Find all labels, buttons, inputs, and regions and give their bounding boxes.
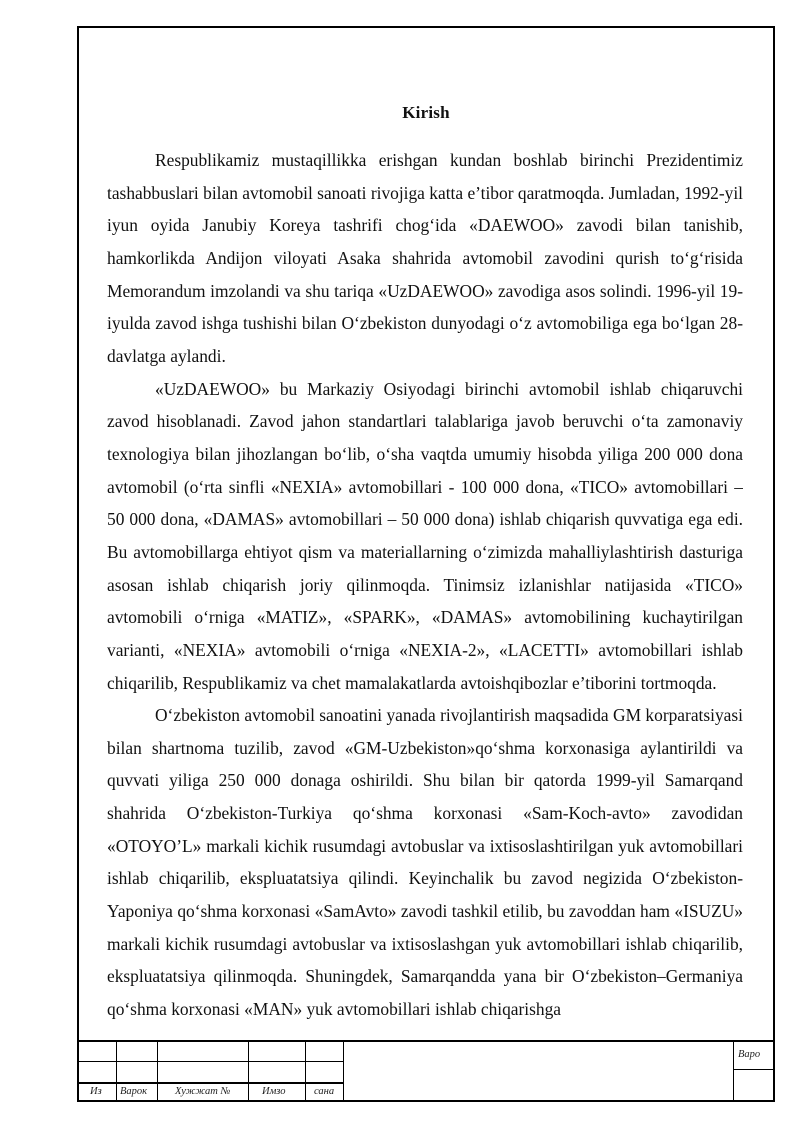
- title-block-stamp: [79, 1040, 773, 1100]
- stamp-label-hujjat: Хужжат №: [175, 1086, 231, 1097]
- page-frame: [77, 26, 775, 1102]
- paragraph-3: O‘zbekiston avtomobil sanoatini yanada rivojlantirish maqsadida GM korparatsiyasi bilan shartnoma tuzilib, zavod «GM-Uzbekiston»qo‘shma korxonasiga aylantirildi va quvvati yiliga 250 000 donaga oshirildi. Shu bilan bir qatorda 1999-yil Samarqand shahrida O‘zbekiston-Turkiya qo‘shma korxonasi «Sam-Koch-avto» zavodidan «OTOYO’L» markali kichik rusumdagi avtobuslar va ixtisoslashtirilgan yuk avtomobillari ishlab chiqarilib, ekspluatatsiya qilindi. Keyinchalik bu zavod negizida O‘zbekiston-Yaponiya qo‘shma korxonasi «SamAvto» zavodi tashkil etilib, bu zavoddan ham «ISUZU» markali kichik rusumdagi avtobuslar va ixtisoslashgan yuk avtomobillari ishlab chiqarilib, ekspluatatsiya qilinmoqda. Shuningdek, Samarqandda yana bir O‘zbekiston–Germaniya qo‘shma korxonasi «MAN» yuk avtomobillari ishlab chiqarishga: [107, 705, 743, 1020]
- page-number-box: [733, 1042, 773, 1102]
- stamp-divider: [157, 1042, 158, 1100]
- stamp-row-line: [79, 1061, 343, 1062]
- stamp-label-imzo: Имзо: [262, 1086, 286, 1097]
- page-title: Kirish: [402, 103, 450, 122]
- stamp-divider: [343, 1042, 344, 1100]
- stamp-divider: [305, 1042, 306, 1100]
- stamp-row-line: [79, 1082, 343, 1084]
- stamp-label-iz: Из: [90, 1086, 102, 1097]
- stamp-divider: [248, 1042, 249, 1100]
- document-body: [107, 144, 743, 1044]
- page-label: Варo: [738, 1049, 761, 1060]
- paragraph-1: Respublikamiz mustaqillikka erishgan kundan boshlab birinchi Prezidentimiz tashabbuslari bilan avtomobil sanoati rivojiga katta e’tibor qaratmoqda. Jumladan, 1992-yil iyun oyida Janubiy Koreya tashrifi chog‘ida «DAEWOO» zavodi bilan tanishib, hamkorlikda Andijon viloyati Asaka shahrida avtomobil zavodini qurish to‘g‘risida Memorandum imzolandi va shu tariqa «UzDAEWOO» zavodiga asos solindi. 1996-yil 19-iyulda zavod ishga tushishi bilan O‘zbekiston dunyodagi o‘z avtomobiliga ega bo‘lgan 28-davlatga aylandi.: [107, 150, 743, 366]
- page-box-divider: [734, 1069, 773, 1070]
- stamp-label-sana: сана: [314, 1086, 335, 1097]
- paragraph-2: «UzDAEWOO» bu Markaziy Osiyodagi birinchi avtomobil ishlab chiqaruvchi zavod hisoblanadi. Zavod jahon standartlari talablariga javob beruvchi o‘ta zamonaviy texnologiya bilan jihozlangan bo‘lib, o‘sha vaqtda umumiy hisobda yiliga 200 000 dona avtomobil (o‘rta sinfli «NEXIA» avtomobillari - 100 000 dona, «TICO» avtomobillari – 50 000 dona, «DAMAS» avtomobillari – 50 000 dona) ishlab chiqarish quvvatiga ega edi. Bu avtomobillarga ehtiyot qism va materiallarning o‘zimizda mahalliylashtirish dasturiga asosan ishlab chiqarish joriy qilinmoqda. Tinimsiz izlanishlar natijasida «TICO» avtomobili o‘rniga «MATIZ», «SPARK», «DAMAS» avtomobilining kuchaytirilgan varianti, «NEXIA» avtomobili o‘rniga «NEXIA-2», «LACETTI» avtomobillari ishlab chiqarilib, Respublikamiz va chet mamalakatlarda avtoishqibozlar e’tiborini tortmoqda.: [107, 378, 743, 693]
- stamp-label-varok: Варок: [120, 1086, 148, 1097]
- stamp-divider: [116, 1042, 117, 1100]
